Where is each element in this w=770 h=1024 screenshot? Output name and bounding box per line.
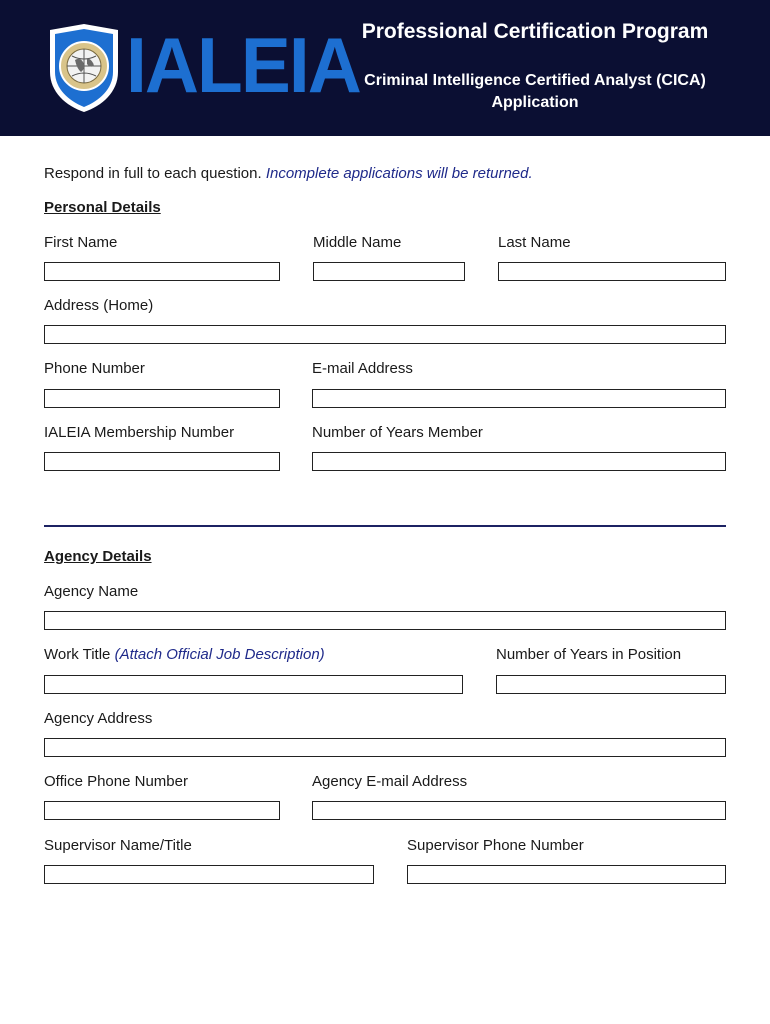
middle-name-field[interactable]: [313, 262, 465, 281]
work-title-text: Work Title: [44, 646, 115, 663]
agency-name-field[interactable]: [44, 611, 726, 630]
years-position-field[interactable]: [496, 675, 726, 694]
years-position-label: Number of Years in Position: [496, 646, 682, 663]
last-name-label: Last Name: [498, 234, 571, 251]
program-title: Professional Certification Program: [361, 20, 709, 43]
logo-wordmark: IALEIA: [126, 21, 360, 109]
agency-address-label: Agency Address: [44, 710, 153, 727]
shield-emblem-icon: [44, 22, 124, 114]
supervisor-field[interactable]: [44, 865, 374, 884]
supervisor-label: Supervisor Name/Title: [44, 837, 192, 854]
agency-email-label: Agency E-mail Address: [312, 773, 468, 790]
phone-field[interactable]: [44, 389, 280, 408]
first-name-label: First Name: [44, 234, 118, 251]
program-subtitle: [340, 70, 730, 114]
middle-name-label: Middle Name: [313, 234, 402, 251]
agency-address-field[interactable]: [44, 738, 726, 757]
intro-note: Incomplete applications will be returned.: [265, 165, 533, 182]
office-phone-field[interactable]: [44, 801, 280, 820]
intro-instructions: [44, 165, 533, 182]
agency-details-heading: Agency Details: [44, 548, 152, 565]
section-divider: [44, 525, 726, 527]
header-banner: [0, 0, 770, 136]
last-name-field[interactable]: [498, 262, 726, 281]
subtitle-line-1: Criminal Intelligence Certified Analyst (CICA): [364, 72, 706, 89]
agency-name-label: Agency Name: [44, 583, 139, 600]
email-label: E-mail Address: [312, 360, 413, 377]
work-title-field[interactable]: [44, 675, 463, 694]
personal-details-heading: Personal Details: [44, 199, 161, 216]
membership-number-label: IALEIA Membership Number: [44, 424, 235, 441]
office-phone-label: Office Phone Number: [44, 773, 188, 790]
supervisor-phone-label: Supervisor Phone Number: [407, 837, 584, 854]
supervisor-phone-field[interactable]: [407, 865, 726, 884]
agency-email-field[interactable]: [312, 801, 726, 820]
work-title-note: (Attach Official Job Description): [114, 646, 325, 663]
years-member-field[interactable]: [312, 452, 726, 471]
phone-label: Phone Number: [44, 360, 145, 377]
subtitle-line-2: Application: [491, 94, 579, 111]
intro-text: Respond in full to each question.: [44, 165, 266, 182]
first-name-field[interactable]: [44, 262, 280, 281]
membership-number-field[interactable]: [44, 452, 280, 471]
work-title-label: [44, 646, 325, 663]
home-address-label: Address (Home): [44, 297, 154, 314]
ialeia-logo: [44, 21, 360, 114]
years-member-label: Number of Years Member: [312, 424, 483, 441]
email-field[interactable]: [312, 389, 726, 408]
home-address-field[interactable]: [44, 325, 726, 344]
